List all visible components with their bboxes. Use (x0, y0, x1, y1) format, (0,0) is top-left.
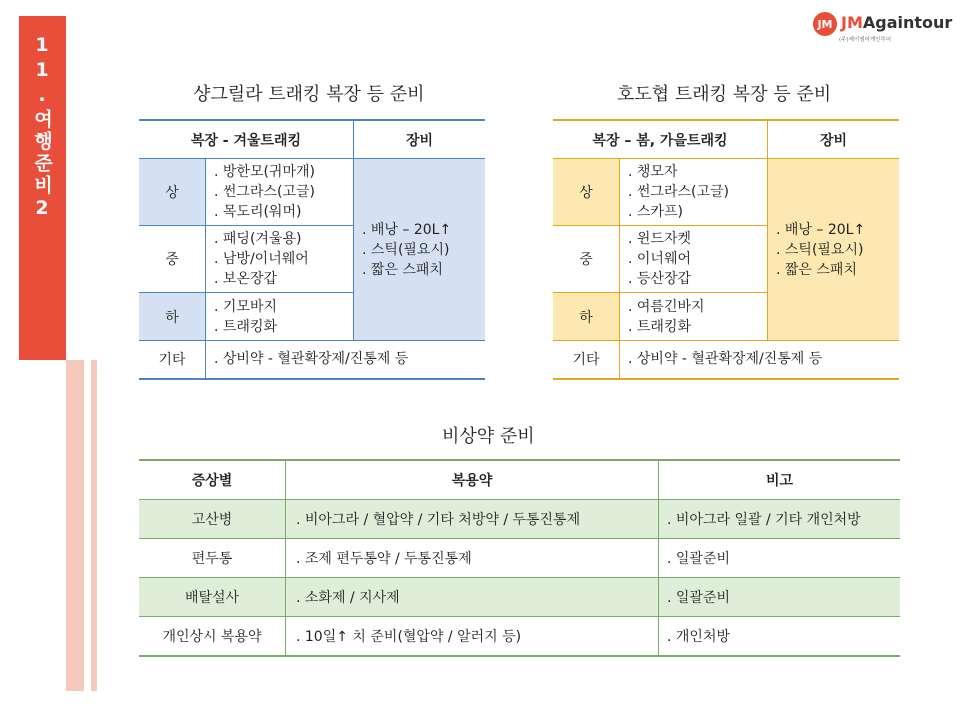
clothing-item: . 보온장갑 (214, 271, 277, 287)
clothing-cell (620, 226, 768, 293)
medicine-cell: . 조제 편두통약 / 두통진통제 (286, 539, 659, 578)
medicine-title: 비상약 준비 (442, 426, 535, 447)
clothing-item: . 트래킹화 (214, 318, 277, 335)
etc-cell: . 상비약 - 혈관확장제/진통제 등 (206, 341, 486, 379)
row-label: 기타 (139, 341, 206, 379)
table-header: 장비 (354, 120, 486, 159)
table-header: 증상별 (139, 460, 286, 500)
table-header: 복장 – 봄, 가을트래킹 (553, 120, 768, 159)
section-side-tab (19, 16, 66, 360)
symptom-cell: 개인상시 복용약 (139, 617, 286, 657)
clothing-cell (206, 293, 354, 341)
equipment-cell (768, 159, 900, 341)
table-row (139, 578, 900, 617)
row-label: 하 (139, 293, 206, 341)
clothing-item: . 등산장갑 (628, 271, 691, 287)
table-header: 비고 (659, 460, 901, 500)
clothing-cell (620, 159, 768, 226)
row-label: 상 (553, 159, 620, 226)
note-cell: . 일괄준비 (659, 539, 901, 578)
company-logo (813, 12, 953, 43)
symptom-cell: 편두통 (139, 539, 286, 578)
table-row (139, 617, 900, 657)
symptom-cell: 배탈설사 (139, 578, 286, 617)
logo-name-rest: Againtour (862, 13, 953, 32)
row-label: 중 (553, 226, 620, 293)
medicine-cell: . 10일↑ 치 준비(혈압약 / 알러지 등) (286, 617, 659, 657)
clothing-item: . 트래킹화 (628, 318, 691, 335)
table-header: 복장 - 겨울트래킹 (139, 120, 354, 159)
clothing-item: . 윈드자켓 (628, 231, 691, 247)
logo-name-accent: JM (841, 13, 863, 32)
row-label: 기타 (553, 341, 620, 379)
shangrila-title: 샹그릴라 트래킹 복장 등 준비 (193, 84, 425, 105)
equipment-item: . 배낭 – 20L↑ (776, 221, 866, 238)
clothing-item: . 썬그라스(고글) (628, 184, 729, 200)
medicine-cell: . 소화제 / 지사제 (286, 578, 659, 617)
clothing-item: . 썬그라스(고글) (214, 184, 315, 200)
table-row (139, 539, 900, 578)
equipment-item: . 스틱(필요시) (362, 241, 450, 258)
clothing-item: . 패딩(겨울용) (214, 231, 302, 247)
logo-subtitle: (주)제이엠어게인투어 (839, 37, 892, 43)
hodohyeop-gear-table (553, 119, 899, 380)
clothing-cell (620, 293, 768, 341)
symptom-cell: 고산병 (139, 500, 286, 539)
note-cell: . 비아그라 일괄 / 기타 개인처방 (659, 500, 901, 539)
clothing-item: . 이너웨어 (628, 251, 691, 267)
etc-cell: . 상비약 - 혈관확장제/진통제 등 (620, 341, 900, 379)
clothing-cell (206, 159, 354, 226)
shangrila-gear-table (139, 119, 485, 380)
equipment-item: . 짧은 스패치 (362, 261, 443, 278)
equipment-item: . 스틱(필요시) (776, 241, 864, 258)
clothing-item: . 남방/이너웨어 (214, 251, 309, 267)
clothing-item: . 챙모자 (628, 164, 678, 180)
note-cell: . 일괄준비 (659, 578, 901, 617)
clothing-cell (206, 226, 354, 293)
equipment-cell (354, 159, 486, 341)
row-label: 중 (139, 226, 206, 293)
equipment-item: . 배낭 – 20L↑ (362, 221, 452, 238)
hodohyeop-title: 호도협 트래킹 복장 등 준비 (617, 84, 832, 105)
section-side-tab-label: 11.여행준비2 (31, 34, 53, 222)
logo-name (841, 13, 952, 32)
row-label: 상 (139, 159, 206, 226)
clothing-item: . 방한모(귀마개) (214, 164, 315, 180)
table-header: 복용약 (286, 460, 659, 500)
clothing-item: . 스카프) (628, 204, 683, 220)
clothing-item: . 목도리(워머) (214, 204, 302, 220)
equipment-item: . 짧은 스패치 (776, 261, 857, 278)
decorative-stripe-thin (91, 360, 97, 691)
clothing-item: . 기모바지 (214, 298, 277, 315)
medicine-cell: . 비아그라 / 혈압약 / 기타 처방약 / 두통진통제 (286, 500, 659, 539)
note-cell: . 개인처방 (659, 617, 901, 657)
row-label: 하 (553, 293, 620, 341)
decorative-stripe (66, 360, 84, 691)
clothing-item: . 여름긴바지 (628, 298, 705, 315)
medicine-table (139, 459, 900, 657)
table-row (139, 500, 900, 539)
logo-mark-icon: JM (813, 12, 837, 36)
table-header: 장비 (768, 120, 900, 159)
